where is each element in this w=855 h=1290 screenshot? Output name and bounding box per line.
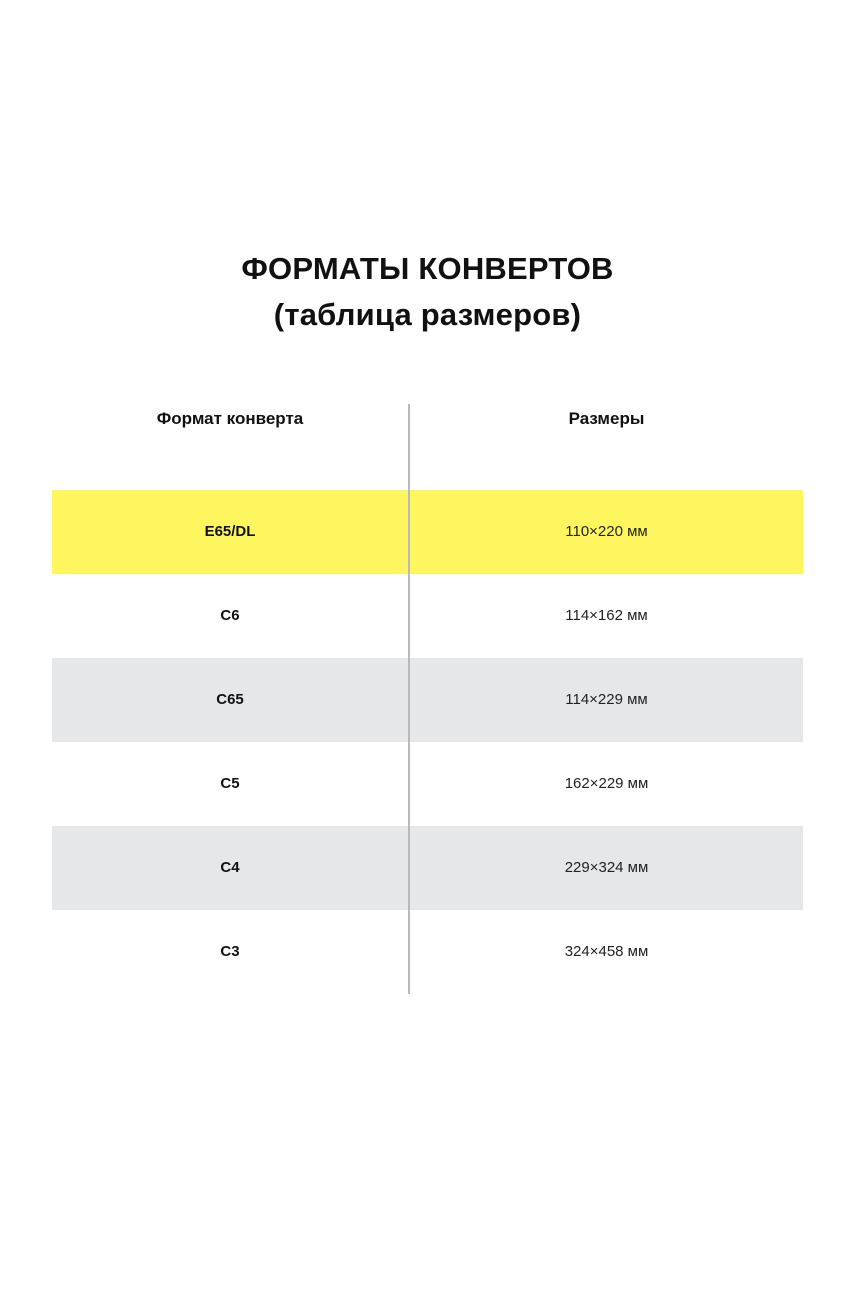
format-cell: C6	[220, 607, 240, 624]
envelope-size-table	[52, 400, 803, 996]
table-body	[52, 490, 803, 994]
format-cell: C4	[220, 859, 240, 876]
size-cell: 229×324 мм	[564, 859, 649, 876]
table-row	[52, 490, 803, 574]
format-cell: E65/DL	[204, 523, 256, 540]
size-cell: 114×229 мм	[565, 691, 648, 708]
header-size: Размеры	[568, 409, 645, 428]
table-row	[52, 910, 803, 994]
table-row	[52, 574, 803, 658]
column-divider	[408, 404, 410, 994]
title-line-2: (таблица размеров)	[273, 297, 582, 332]
format-cell: C5	[220, 775, 240, 792]
size-cell: 114×162 мм	[565, 607, 648, 624]
header-format: Формат конверта	[156, 409, 304, 428]
format-cell: C3	[220, 943, 240, 960]
format-cell: C65	[216, 691, 244, 708]
size-cell: 162×229 мм	[564, 775, 649, 792]
title-line-1: ФОРМАТЫ КОНВЕРТОВ	[241, 251, 614, 286]
size-cell: 110×220 мм	[565, 523, 648, 540]
size-cell: 324×458 мм	[564, 943, 649, 960]
table-row	[52, 742, 803, 826]
table-row	[52, 658, 803, 742]
page-title	[0, 246, 855, 338]
table-header	[52, 400, 803, 440]
table-row	[52, 826, 803, 910]
